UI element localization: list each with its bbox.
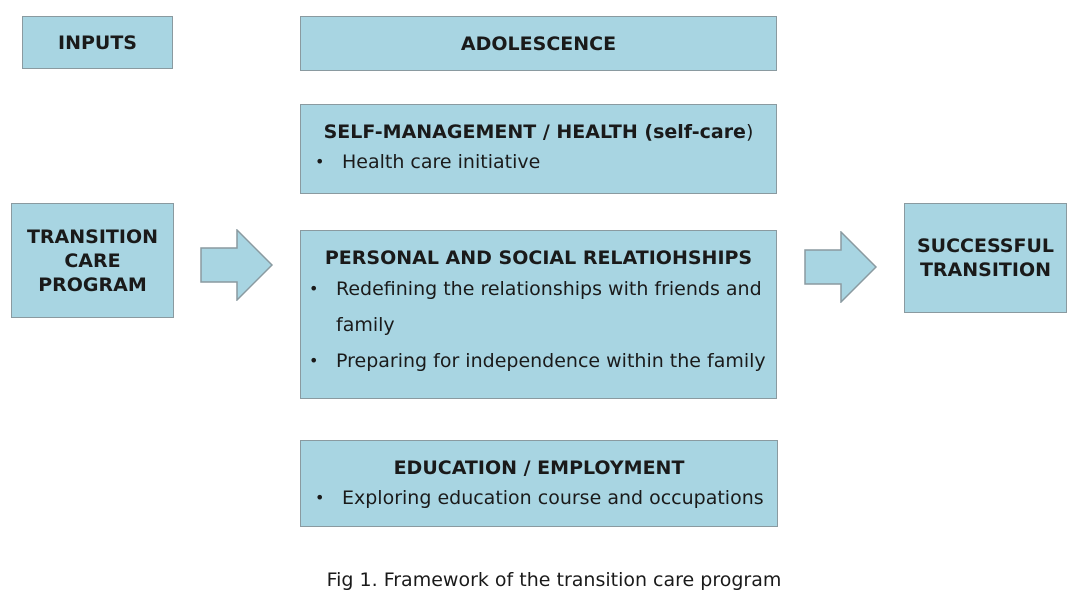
arrow-right-icon — [803, 231, 879, 303]
list-item: • Preparing for independence within the family — [309, 343, 771, 379]
self-management-bullets — [315, 144, 755, 180]
self-management-box — [300, 104, 777, 194]
bullet-icon: • — [315, 488, 325, 507]
figure-caption: Fig 1. Framework of the transition care program — [326, 569, 782, 591]
adolescence-header-label: ADOLESCENCE — [460, 32, 617, 55]
bullet-icon: • — [309, 279, 319, 298]
bullet-icon: • — [309, 351, 319, 370]
list-item: • Exploring education course and occupations — [315, 480, 770, 516]
self-management-title: SELF-MANAGEMENT / HEALTH (self-care) — [323, 121, 754, 143]
personal-social-bullets — [309, 271, 771, 379]
transition-care-program-box — [11, 203, 174, 318]
inputs-header-label: INPUTS — [58, 31, 137, 54]
education-box — [300, 440, 778, 527]
inputs-header — [22, 16, 173, 69]
list-item: • Health care initiative — [315, 144, 755, 180]
personal-social-title: PERSONAL AND SOCIAL RELATIOHSHIPS — [324, 247, 753, 269]
bullet-icon: • — [315, 152, 325, 171]
successful-transition-box — [904, 203, 1067, 313]
successful-transition-label: SUCCESSFUL TRANSITION — [916, 235, 1054, 281]
adolescence-header — [300, 16, 777, 71]
personal-social-box — [300, 230, 777, 399]
education-bullets — [315, 480, 770, 516]
transition-care-program-label: TRANSITION CARE PROGRAM — [26, 225, 159, 296]
list-item: • Redefining the relationships with friends and family — [309, 271, 771, 343]
arrow-right-icon — [199, 229, 275, 301]
education-title: EDUCATION / EMPLOYMENT — [393, 457, 685, 479]
